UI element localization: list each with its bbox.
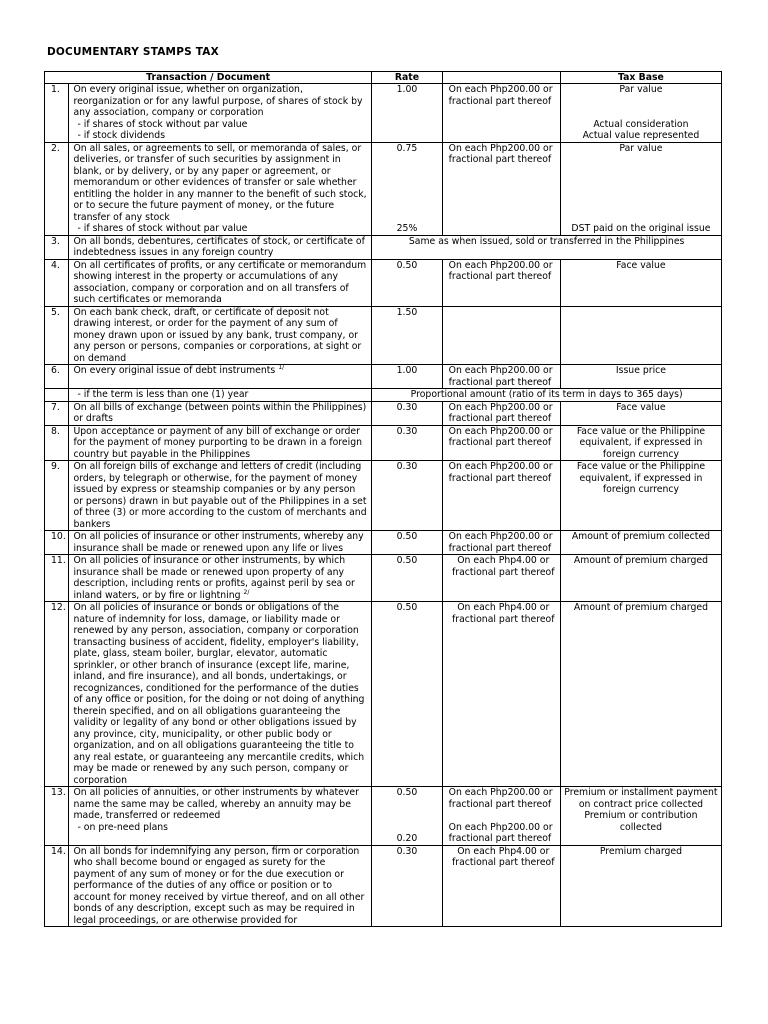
row-number: 11. xyxy=(45,555,69,602)
header-transaction: Transaction / Document xyxy=(45,72,372,84)
table-row xyxy=(45,235,722,259)
row-per xyxy=(442,425,560,461)
description-text: On every original issue, whether on organization, reorganization or for any lawful purpose, of shares of stock by any association, company or corporation xyxy=(73,84,363,118)
row-number: 6. xyxy=(45,365,69,389)
tax-base-text: Premium or installment payment on contract price collected xyxy=(564,787,718,810)
row-rate: 1.00 xyxy=(372,365,442,389)
row-number xyxy=(45,389,69,402)
per-text: fractional part thereof xyxy=(448,95,552,107)
row-per xyxy=(442,602,560,787)
rate-sub: 25% xyxy=(396,223,418,234)
description-text: On all policies of annuities, or other instruments by whatever name the same may be called, whereby an annuity may be made, transferred or redeemed xyxy=(73,787,359,821)
table-row xyxy=(45,142,722,235)
row-rate: 1.00 xyxy=(372,84,442,143)
rate-sub: 0.20 xyxy=(396,833,418,844)
tax-base-sub: DST paid on the original issue xyxy=(571,223,711,234)
dst-table xyxy=(44,71,722,927)
per-text: On each Php4.00 or xyxy=(457,602,550,613)
row-per xyxy=(442,259,560,306)
per-text: On each Php200.00 or xyxy=(448,821,553,833)
row-description xyxy=(69,84,372,143)
document-title: DOCUMENTARY STAMPS TAX xyxy=(47,46,219,58)
row-per xyxy=(442,401,560,425)
per-text: fractional part thereof xyxy=(448,437,552,448)
table-row xyxy=(45,461,722,531)
row-number: 3. xyxy=(45,235,69,259)
row-description xyxy=(69,555,372,602)
row-rate: 0.30 xyxy=(372,425,442,461)
row-spanning-note: Same as when issued, sold or transferred in the Philippines xyxy=(372,235,722,259)
row-description: On all foreign bills of exchange and letters of credit (including orders, by telegraph or otherwise, for the payment of money issued by express or steamship companies or by any person or persons) drawn in but payable out of the Philippines in a set of three (3) or more according to the custom of merchants and bankers xyxy=(69,461,372,531)
row-spanning-note: Proportional amount (ratio of its term in days to 365 days) xyxy=(372,389,722,402)
row-number: 12. xyxy=(45,602,69,787)
table-row xyxy=(45,787,722,846)
row-tax-base: Amount of premium collected xyxy=(560,531,721,555)
tax-base-text: Par value xyxy=(619,142,663,154)
row-number: 1. xyxy=(45,84,69,143)
row-per xyxy=(442,845,560,927)
row-number: 8. xyxy=(45,425,69,461)
row-tax-base: Amount of premium charged xyxy=(560,602,721,787)
row-per xyxy=(442,84,560,143)
row-per xyxy=(442,461,560,531)
tax-base-sub: Premium or contribution collected xyxy=(584,810,698,833)
row-description xyxy=(69,787,372,846)
table-row xyxy=(45,84,722,143)
row-tax-base xyxy=(560,84,721,143)
description-sub: - if shares of stock without par value xyxy=(77,223,248,234)
row-description xyxy=(69,142,372,235)
row-rate xyxy=(372,142,442,235)
row-rate: 0.50 xyxy=(372,602,442,787)
tax-base-sub: Actual value represented xyxy=(582,130,700,141)
row-description xyxy=(69,389,372,402)
header-per xyxy=(442,72,560,84)
per-text: fractional part thereof xyxy=(448,542,552,554)
per-text: On each Php4.00 or xyxy=(457,555,550,566)
row-rate: 0.30 xyxy=(372,401,442,425)
header-tax-base: Tax Base xyxy=(560,72,721,84)
row-tax-base: Face value xyxy=(560,401,721,425)
description-sub: - if shares of stock without par value xyxy=(77,118,248,130)
row-tax-base: Issue price xyxy=(560,365,721,389)
table-row xyxy=(45,845,722,927)
table-row xyxy=(45,602,722,787)
table-header-row xyxy=(45,72,722,84)
row-number: 7. xyxy=(45,401,69,425)
row-rate: 0.30 xyxy=(372,845,442,927)
description-text: On all sales, or agreements to sell, or memoranda of sales, or deliveries, or transfer of such securities by assignment in blank, or by delivery, or by any paper or agreement, or memorandum or other evidences of transfer or sale whether entitling the holder in any manner to the benefit of such stock, or to secure the future payment of money, or the future transfer of any stock xyxy=(73,142,367,223)
row-description: Upon acceptance or payment of any bill of exchange or order for the payment of money purporting to be drawn in a foreign country but payable in the Philippines xyxy=(69,425,372,461)
header-rate: Rate xyxy=(372,72,442,84)
row-number: 2. xyxy=(45,142,69,235)
row-description: On all certificates of profits, or any certificate or memorandum showing interest in the property or accumulations of any association, company or corporation and on all transfers of such certificates or memoranda xyxy=(69,259,372,306)
row-tax-base: Face value xyxy=(560,259,721,306)
per-text: fractional part thereof xyxy=(448,376,552,388)
row-rate xyxy=(372,787,442,846)
row-rate: 0.50 xyxy=(372,555,442,602)
per-text: On each Php200.00 or xyxy=(448,787,553,798)
footnote-marker: 2/ xyxy=(243,588,250,596)
description-sub: - on pre-need plans xyxy=(77,821,169,833)
per-text: On each Php4.00 or xyxy=(457,845,550,857)
row-number: 13. xyxy=(45,787,69,846)
description-text: On all policies of insurance or other instruments, by which insurance shall be made or renewed upon property of any description, including rents or profits, against peril by sea or inland waters, or by fire or lightning xyxy=(73,555,355,601)
per-text: fractional part thereof xyxy=(451,613,555,625)
row-description: On all bonds, debentures, certificates of stock, or certificate of indebtedness issues in any foreign country xyxy=(69,235,372,259)
table-row xyxy=(45,259,722,306)
row-per xyxy=(442,306,560,365)
table-row xyxy=(45,555,722,602)
table-row xyxy=(45,401,722,425)
row-description xyxy=(69,365,372,389)
tax-base-sub: Actual consideration xyxy=(593,118,689,130)
rate-text: 0.75 xyxy=(396,142,418,154)
row-rate: 0.50 xyxy=(372,531,442,555)
per-text: fractional part thereof xyxy=(448,472,552,484)
per-text: On each Php200.00 or xyxy=(448,401,553,413)
rate-text: 0.50 xyxy=(396,787,418,798)
row-number: 4. xyxy=(45,259,69,306)
row-number: 10. xyxy=(45,531,69,555)
row-description: On all policies of insurance or bonds or obligations of the nature of indemnity for loss, damage, or liability made or renewed by any person, association, company or corporation transacting business of accident, fidelity, employer's liability, plate, glass, steam boiler, burglar, elevator, automatic sprinkler, or other branch of insurance (except life, marine, inland, and fire insurance), and all bonds, undertakings, or recognizances, conditioned for the performance of the duties of any office or position, for the doing or not doing of anything therein specified, and on all obligations guaranteeing the validity or legality of any bond or other obligations issued by any province, city, municipality, or other public body or organization, and on all obligations guaranteeing the title to any real estate, or guaranteeing any mercantile credits, which may be made or renewed by any such person, company or corporation xyxy=(69,602,372,787)
tax-base-text: Par value xyxy=(619,84,663,95)
row-description: On all bills of exchange (between points within the Philippines) or drafts xyxy=(69,401,372,425)
row-number: 9. xyxy=(45,461,69,531)
table-row xyxy=(45,389,722,402)
description-sub: - if stock dividends xyxy=(77,130,166,141)
row-number: 5. xyxy=(45,306,69,365)
per-text: fractional part thereof xyxy=(451,857,555,868)
description-text: On every original issue of debt instruments xyxy=(73,365,276,376)
description-sub: - if the term is less than one (1) year xyxy=(77,389,249,400)
row-per xyxy=(442,142,560,235)
per-text: On each Php200.00 or xyxy=(448,259,553,271)
row-per xyxy=(442,555,560,602)
table-row xyxy=(45,425,722,461)
row-per xyxy=(442,787,560,846)
table-row xyxy=(45,531,722,555)
per-text: On each Php200.00 or xyxy=(448,84,553,95)
row-tax-base: Face value or the Philippine equivalent, if expressed in foreign currency xyxy=(560,425,721,461)
per-text: fractional part thereof xyxy=(451,566,555,578)
row-tax-base xyxy=(560,787,721,846)
per-text: fractional part thereof xyxy=(448,413,552,424)
row-description: On all policies of insurance or other instruments, whereby any insurance shall be made or renewed upon any life or lives xyxy=(69,531,372,555)
table-row xyxy=(45,365,722,389)
per-text: On each Php200.00 or xyxy=(448,365,553,376)
row-number: 14. xyxy=(45,845,69,927)
row-description: On all bonds for indemnifying any person, firm or corporation who shall become bound or engaged as surety for the payment of any sum of money or for the due execution or performance of the duties of any office or position or to account for money received by virtue thereof, and on all other bonds of any description, except such as may be required in legal proceedings, or are otherwise provided for xyxy=(69,845,372,927)
row-tax-base xyxy=(560,142,721,235)
row-tax-base xyxy=(560,306,721,365)
row-description: On each bank check, draft, or certificate of deposit not drawing interest, or order for the payment of any sum of money drawn upon or issued by any bank, trust company, or any person or persons, companies or corporations, at sight or on demand xyxy=(69,306,372,365)
per-text: fractional part thereof xyxy=(448,154,552,165)
per-text: fractional part thereof xyxy=(448,798,552,810)
per-text: On each Php200.00 or xyxy=(448,142,553,154)
per-text: fractional part thereof xyxy=(448,271,552,282)
row-per xyxy=(442,365,560,389)
row-tax-base: Face value or the Philippine equivalent, if expressed in foreign currency xyxy=(560,461,721,531)
per-text: On each Php200.00 or xyxy=(448,461,553,472)
per-text: On each Php200.00 or xyxy=(448,531,553,542)
row-tax-base: Premium charged xyxy=(560,845,721,927)
table-row xyxy=(45,306,722,365)
row-rate: 0.50 xyxy=(372,259,442,306)
row-rate: 1.50 xyxy=(372,306,442,365)
per-text: fractional part thereof xyxy=(448,833,552,844)
footnote-marker: 1/ xyxy=(278,363,285,371)
per-text: On each Php200.00 or xyxy=(448,425,553,437)
row-rate: 0.30 xyxy=(372,461,442,531)
row-tax-base: Amount of premium charged xyxy=(560,555,721,602)
row-per xyxy=(442,531,560,555)
